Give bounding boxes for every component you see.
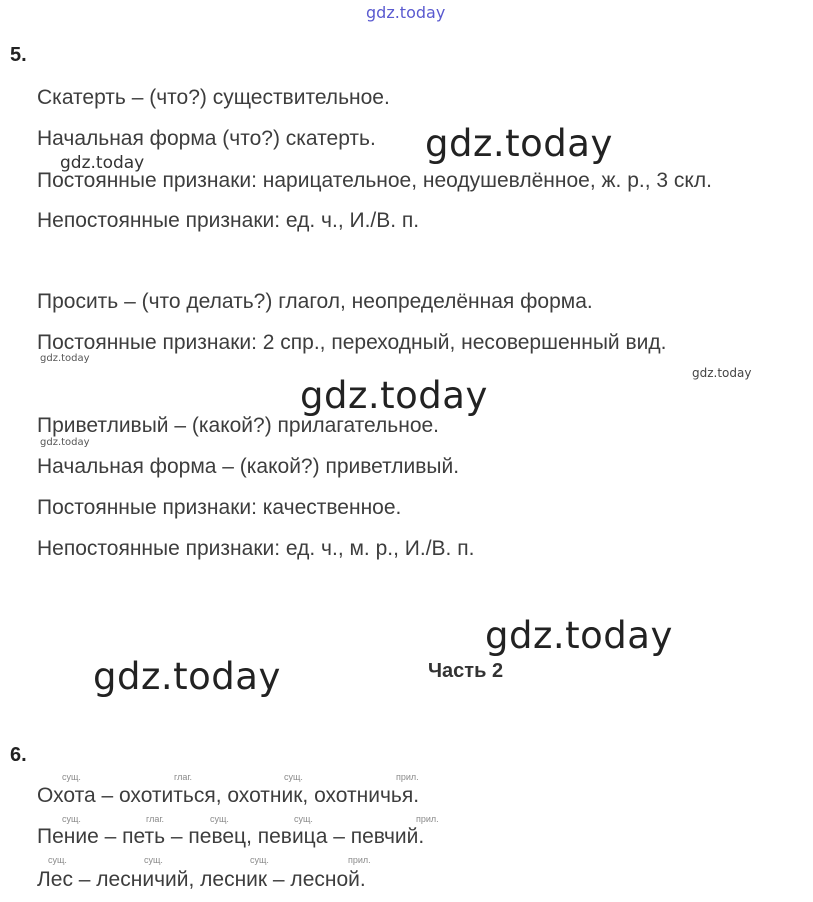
- watermark: gdz.today: [40, 437, 90, 448]
- text-line: Начальная форма (что?) скатерть.: [37, 127, 376, 150]
- watermark-top: gdz.today: [366, 3, 446, 22]
- text-line: Приветливый – (какой?) прилагательное.: [37, 414, 440, 437]
- text-line: Скатерть – (что?) существительное.: [37, 86, 390, 109]
- pos-note-noun: сущ.: [210, 814, 229, 824]
- watermark: gdz.today: [425, 122, 613, 165]
- text-line: Постоянные признаки: 2 спр., переходный, несовершенный вид.: [37, 331, 667, 354]
- text-line: Постоянные признаки: качественное.: [37, 496, 402, 519]
- text-line: Охота – охотиться, охотник, охотничья.: [37, 784, 420, 807]
- pos-note-noun: сущ.: [284, 772, 303, 782]
- watermark: gdz.today: [60, 153, 145, 173]
- pos-note-noun: сущ.: [294, 814, 313, 824]
- text-line: Постоянные признаки: нарицательное, неодушевлённое, ж. р., 3 скл.: [37, 169, 712, 192]
- text-line: Непостоянные признаки: ед. ч., м. р., И./В. п.: [37, 537, 475, 560]
- watermark: gdz.today: [692, 366, 752, 380]
- text-line: Пение – петь – певец, певица – певчий.: [37, 825, 425, 848]
- pos-note-noun: сущ.: [62, 772, 81, 782]
- pos-note-adj: прил.: [348, 855, 371, 865]
- watermark: gdz.today: [93, 655, 281, 698]
- watermark: gdz.today: [40, 353, 90, 364]
- pos-note-noun: сущ.: [48, 855, 67, 865]
- pos-note-verb: глаг.: [146, 814, 165, 824]
- part-label: Часть 2: [428, 660, 504, 682]
- text-line: Начальная форма – (какой?) приветливый.: [37, 455, 460, 478]
- text-line: Непостоянные признаки: ед. ч., И./В. п.: [37, 209, 420, 232]
- pos-note-noun: сущ.: [250, 855, 269, 865]
- pos-note-verb: глаг.: [174, 772, 193, 782]
- task-number-6: 6.: [10, 744, 27, 766]
- text-line: Лес – лесничий, лесник – лесной.: [37, 868, 366, 891]
- pos-note-noun: сущ.: [62, 814, 81, 824]
- watermark: gdz.today: [485, 614, 673, 657]
- task-number-5: 5.: [10, 44, 27, 66]
- text-line: Просить – (что делать?) глагол, неопределённая форма.: [37, 290, 593, 313]
- pos-note-adj: прил.: [396, 772, 419, 782]
- pos-note-noun: сущ.: [144, 855, 163, 865]
- watermark: gdz.today: [300, 374, 488, 417]
- pos-note-adj: прил.: [416, 814, 439, 824]
